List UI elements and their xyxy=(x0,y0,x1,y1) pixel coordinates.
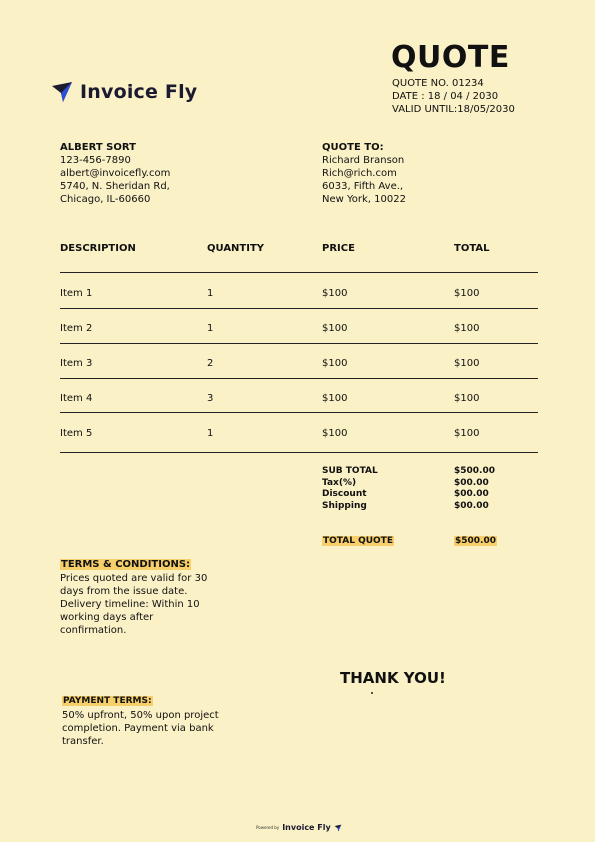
total-quote-label-text: TOTAL QUOTE xyxy=(323,536,393,546)
company-logo xyxy=(50,80,197,104)
payment-terms-heading-text: PAYMENT TERMS: xyxy=(63,696,152,706)
sender-address-line2: Chicago, IL-60660 xyxy=(60,194,151,205)
sender-block xyxy=(60,141,170,206)
total-quote-value-text: $500.00 xyxy=(455,536,496,546)
recipient-address-line1: 6033, Fifth Ave., xyxy=(322,181,404,192)
footer-brand-name: Invoice Fly xyxy=(282,823,331,832)
quote-number: QUOTE NO. 01234 xyxy=(392,78,484,89)
recipient-name: Richard Branson xyxy=(322,155,405,166)
powered-by-footer xyxy=(256,823,342,832)
thank-you-text: THANK YOU! xyxy=(340,669,446,687)
row-price: $100 xyxy=(322,358,348,369)
row-description: Item 3 xyxy=(60,358,93,369)
sender-address-line1: 5740, N. Sheridan Rd, xyxy=(60,181,170,192)
payment-terms-heading xyxy=(62,696,153,706)
row-total: $100 xyxy=(454,288,480,299)
table-divider xyxy=(60,308,538,309)
row-description: Item 4 xyxy=(60,393,93,404)
row-quantity: 2 xyxy=(207,358,214,369)
table-divider xyxy=(60,343,538,344)
row-price: $100 xyxy=(322,323,348,334)
table-divider xyxy=(60,378,538,379)
row-quantity: 3 xyxy=(207,393,214,404)
quote-meta xyxy=(392,77,515,116)
quote-valid-until: VALID UNTIL:18/05/2030 xyxy=(392,104,515,115)
terms-heading-text: TERMS & CONDITIONS: xyxy=(61,559,191,570)
row-total: $100 xyxy=(454,393,480,404)
shipping-value: $00.00 xyxy=(454,501,489,511)
row-quantity: 1 xyxy=(207,428,214,439)
table-divider xyxy=(60,272,538,273)
row-quantity: 1 xyxy=(207,288,214,299)
terms-heading xyxy=(60,559,191,570)
discount-label: Discount xyxy=(322,489,367,499)
recipient-email: Rich@rich.com xyxy=(322,168,397,179)
tax-label: Tax(%) xyxy=(322,478,357,488)
paper-plane-footer-icon xyxy=(334,824,342,832)
sender-name: ALBERT SORT xyxy=(60,142,136,153)
decorative-dot xyxy=(371,692,373,694)
row-total: $100 xyxy=(454,358,480,369)
sender-phone: 123-456-7890 xyxy=(60,155,131,166)
sender-email: albert@invoicefly.com xyxy=(60,168,171,179)
row-quantity: 1 xyxy=(207,323,214,334)
header-total: TOTAL xyxy=(454,243,490,254)
row-price: $100 xyxy=(322,288,348,299)
header-quantity: QUANTITY xyxy=(207,243,265,254)
row-price: $100 xyxy=(322,393,348,404)
table-divider xyxy=(60,412,538,413)
subtotal-value: $500.00 xyxy=(454,466,495,476)
recipient-address-line2: New York, 10022 xyxy=(322,194,406,205)
terms-body: Prices quoted are valid for 30 days from the issue date. Delivery timeline: Within 10 working days after confirmation. xyxy=(60,573,208,636)
header-price: PRICE xyxy=(322,243,355,254)
paper-plane-logo-icon xyxy=(50,80,74,104)
row-description: Item 1 xyxy=(60,288,93,299)
row-price: $100 xyxy=(322,428,348,439)
powered-by-label: Powered by xyxy=(256,825,280,830)
logo-text: Invoice Fly xyxy=(80,81,198,103)
header-description: DESCRIPTION xyxy=(60,243,136,254)
payment-terms-body: 50% upfront, 50% upon project completion. Payment via bank transfer. xyxy=(62,710,219,747)
total-quote-label xyxy=(322,535,394,547)
row-description: Item 5 xyxy=(60,428,93,439)
row-total: $100 xyxy=(454,323,480,334)
subtotal-label: SUB TOTAL xyxy=(322,466,378,476)
total-quote-value xyxy=(454,535,497,547)
row-total: $100 xyxy=(454,428,480,439)
recipient-block xyxy=(322,141,406,206)
tax-value: $00.00 xyxy=(454,478,489,488)
discount-value: $00.00 xyxy=(454,489,489,499)
table-divider xyxy=(60,452,538,453)
document-title: QUOTE xyxy=(391,40,510,75)
recipient-heading: QUOTE TO: xyxy=(322,142,384,153)
shipping-label: Shipping xyxy=(322,501,367,511)
quote-date: DATE : 18 / 04 / 2030 xyxy=(392,91,499,102)
row-description: Item 2 xyxy=(60,323,93,334)
